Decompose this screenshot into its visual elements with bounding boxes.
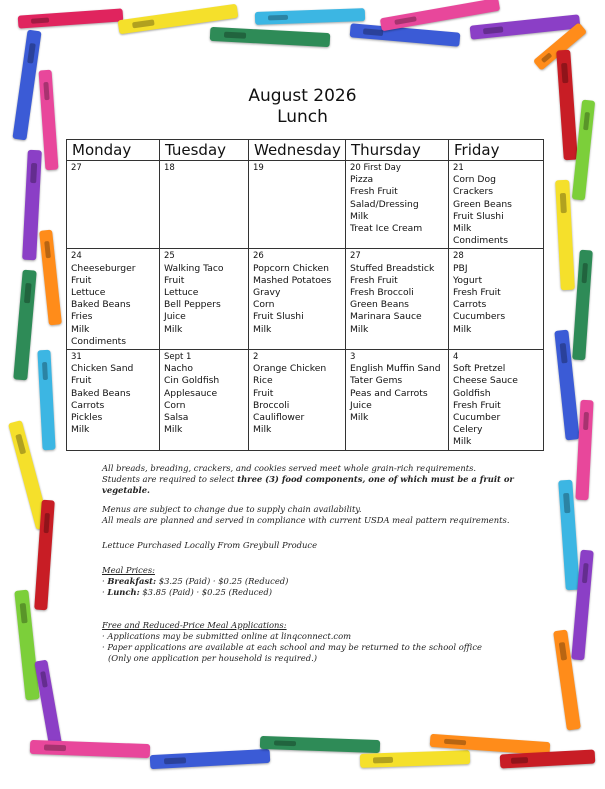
menu-item: Fruit [164,274,185,286]
applications-paper: · Paper applications are available at each school and may be returned to the school office [102,642,482,652]
menu-item: Marinara Sauce [350,311,422,323]
day-cell [346,350,449,451]
menu-item: Milk [71,424,90,436]
menu-item: Cauliflower [253,412,305,424]
crayon [22,150,42,261]
menu-item: Baked Beans [71,387,131,399]
menu-notes [102,463,542,664]
crayon [210,27,331,47]
menu-item: Crackers [453,186,494,198]
menu-item: Goldfish [453,387,491,399]
menu-item: Milk [164,323,183,335]
day-cell [346,161,449,249]
crayon [13,270,37,381]
day-date: 4 [453,352,459,363]
components-note: Students are required to select three (3) food components, one of which must be a fruit or vegetable. [102,474,514,495]
lunch-menu-table [66,139,544,451]
menu-item: Pizza [350,174,374,186]
menu-item: Salsa [164,412,189,424]
week-row [67,249,544,350]
menu-item: Fruit [71,274,92,286]
menu-item: Corn Dog [453,174,496,186]
menu-item: Fruit [71,375,92,387]
menu-item: Gravy [253,287,281,299]
crayon [260,736,380,753]
crayon [39,230,62,326]
day-cell [449,249,544,350]
day-header: Tuesday [160,140,249,161]
menu-item: Fries [71,311,93,323]
menu-item: Bell Peppers [164,299,221,311]
applications-online: · Applications may be submitted online at linqconnect.com [102,631,352,641]
menu-item: Cucumbers [453,311,506,323]
crayon [150,749,271,769]
breakfast-price: · Breakfast: $3.25 (Paid) · $0.25 (Reduced) [102,576,289,586]
menu-item: Milk [453,323,472,335]
menu-item: Cheese Sauce [453,375,518,387]
menu-item: Fruit [253,387,274,399]
day-cell [67,249,160,350]
menu-item: Chicken Sand [71,363,134,375]
day-header: Wednesday [249,140,346,161]
menu-item: Cucumber [453,412,501,424]
menu-item: Baked Beans [71,299,131,311]
day-cell [249,161,346,249]
menu-item: PBJ [453,262,468,274]
meal-prices-title: Meal Prices: [102,565,155,575]
crayon [575,400,593,501]
applications-limit: (Only one application per household is required.) [108,653,318,663]
weekday-header-row [67,140,544,161]
grain-note: All breads, breading, crackers, and cookies served meet whole grain-rich requirements. [102,463,477,473]
menu-item: Broccoli [253,399,290,411]
usda-note: All meals are planned and served in compliance with current USDA meal pattern requirements. [102,515,510,525]
day-date: 26 [253,251,264,262]
day-cell [346,249,449,350]
menu-item: Peas and Carrots [350,387,428,399]
day-date: Sept 1 [164,352,192,363]
menu-item: Corn [253,299,275,311]
week-row [67,350,544,451]
applications-title: Free and Reduced-Price Meal Applications: [102,620,287,630]
day-header: Friday [449,140,544,161]
menu-subtitle: Lunch [277,107,328,127]
menu-item: Orange Chicken [253,363,327,375]
day-date: 28 [453,251,464,262]
day-cell [67,161,160,249]
crayon [37,350,55,451]
day-date: 31 [71,352,82,363]
day-cell [249,350,346,451]
menu-item: Rice [253,375,273,387]
crayon [34,660,62,751]
menu-item: Walking Taco [164,262,224,274]
local-produce-note: Lettuce Purchased Locally From Greybull Produce [102,540,318,550]
day-header: Thursday [346,140,449,161]
crayon [572,250,593,361]
day-date: 3 [350,352,356,363]
menu-item: Milk [350,323,369,335]
menu-item: Nacho [164,363,193,375]
day-date: 19 [253,163,264,173]
menu-item: English Muffin Sand [350,363,441,375]
menu-item: Cin Goldfish [164,375,220,387]
menu-item: Popcorn Chicken [253,262,330,274]
menu-item: Carrots [71,399,105,411]
crayon [30,740,150,758]
menu-item: Pickles [71,412,103,424]
menu-item: Lettuce [164,287,199,299]
menu-item: Cheeseburger [71,262,136,274]
menu-item: Applesauce [164,387,218,399]
menu-item: Milk [253,424,272,436]
day-date: 27 [71,163,82,173]
day-cell [160,249,249,350]
menu-item: Juice [350,399,372,411]
crayon [255,8,365,25]
day-date: 20 First Day [350,163,401,173]
menu-item: Mashed Potatoes [253,274,332,286]
menu-item: Fresh Fruit [453,287,501,299]
day-cell [249,249,346,350]
day-date: 21 [453,163,464,173]
day-date: 2 [253,352,259,363]
menu-item: Fresh Fruit [453,399,501,411]
crayon [18,8,124,28]
day-date: 25 [164,251,175,262]
lunch-price: · Lunch: $3.85 (Paid) · $0.25 (Reduced) [102,587,272,597]
menu-item: Milk [453,223,472,235]
menu-item: Fruit Slushi [253,311,304,323]
menu-item: Tater Gems [350,375,403,387]
day-date: 24 [71,251,82,262]
day-cell [449,350,544,451]
menu-item: Milk [164,424,183,436]
menu-item: Fresh Fruit [350,274,398,286]
day-cell [67,350,160,451]
day-cell [160,161,249,249]
menu-item: Milk [253,323,272,335]
day-header: Monday [67,140,160,161]
week-row [67,161,544,249]
day-date: 18 [164,163,175,173]
menu-item: Stuffed Breadstick [350,262,435,274]
menu-item: Lettuce [71,287,106,299]
day-date: 27 [350,251,361,262]
menu-item: Juice [164,311,186,323]
menu-item: Green Beans [350,299,409,311]
menu-title: August 2026 [248,86,357,106]
day-cell [160,350,249,451]
menu-item: Yogurt [453,274,483,286]
menu-item: Corn [164,399,186,411]
menu-item: Fresh Fruit [350,186,398,198]
menu-item: Carrots [453,299,487,311]
menu-item: Milk [453,436,472,448]
menu-item: Soft Pretzel [453,363,506,375]
crayon [360,750,470,768]
menu-item: Milk [350,412,369,424]
menu-item: Celery [453,424,483,436]
menu-item: Salad/Dressing [350,198,419,210]
menu-item: Milk [350,210,369,222]
supply-note: Menus are subject to change due to supply chain availability. [102,504,362,514]
menu-item: Condiments [453,235,509,247]
menu-item: Fresh Broccoli [350,287,414,299]
menu-item: Milk [71,323,90,335]
day-cell [449,161,544,249]
menu-item: Condiments [71,335,127,347]
menu-item: Treat Ice Cream [350,223,423,235]
menu-item: Green Beans [453,198,512,210]
menu-item: Fruit Slushi [453,210,504,222]
